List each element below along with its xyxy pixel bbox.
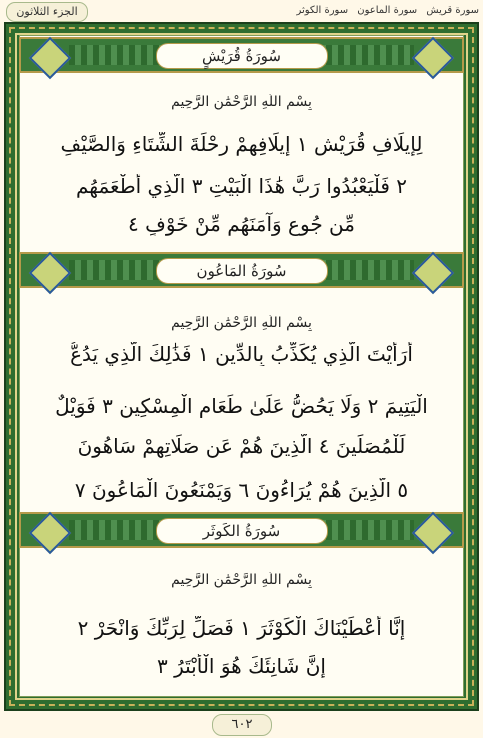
header-surah-2: سورة الماعون — [357, 5, 418, 16]
star-ornament-icon — [29, 252, 71, 294]
surah-names — [290, 1, 479, 21]
bismillah: بِسْمِ اللَّهِ الرَّحْمَٰنِ الرَّحِيمِ — [171, 315, 312, 331]
verse-line: الْيَتِيمَ ٢ وَلَا يَحُضُّ عَلَىٰ طَعَامِ الْمِسْكِينِ ٣ فَوَيْلٌ — [55, 394, 428, 418]
surah-title: سُورَةُ المَاعُون — [156, 258, 328, 284]
verse-line: مِّن جُوعٍ وَآمَنَهُم مِّنْ خَوْفٍ ٤ — [128, 212, 355, 236]
star-ornament-icon — [412, 512, 454, 554]
star-ornament-icon — [29, 512, 71, 554]
verse-line: ٥ الَّذِينَ هُمْ يُرَاءُونَ ٦ وَيَمْنَعُونَ الْمَاعُونَ ٧ — [74, 478, 409, 502]
verse-line: ٢ فَلْيَعْبُدُوا رَبَّ هَٰذَا الْبَيْتِ ٣ الَّذِي أَطْعَمَهُم — [75, 174, 408, 198]
header-surah-3: سورة الكوثر — [296, 5, 349, 16]
banner-stripe — [69, 520, 169, 540]
verse-line: إِنَّا أَعْطَيْنَاكَ الْكَوْثَرَ ١ فَصَلِّ لِرَبِّكَ وَانْحَرْ ٢ — [77, 616, 406, 640]
banner-stripe — [69, 260, 169, 280]
header-surah-1: سورة قريش — [426, 5, 479, 16]
star-ornament-icon — [412, 37, 454, 79]
banner-stripe — [314, 260, 414, 280]
page-header — [0, 0, 483, 22]
bismillah: بِسْمِ اللَّهِ الرَّحْمَٰنِ الرَّحِيمِ — [171, 94, 312, 110]
page-number: ٦٠٢ — [212, 714, 272, 736]
banner-stripe — [314, 520, 414, 540]
surah-banner-maun — [19, 252, 464, 288]
star-ornament-icon — [412, 252, 454, 294]
bismillah: بِسْمِ اللَّهِ الرَّحْمَٰنِ الرَّحِيمِ — [171, 572, 312, 588]
banner-stripe — [314, 45, 414, 65]
banner-stripe — [69, 45, 169, 65]
surah-title: سُورَةُ قُرَيْشٍ — [156, 43, 328, 69]
surah-banner-kawthar — [19, 512, 464, 548]
verse-line: إِنَّ شَانِئَكَ هُوَ الْأَبْتَرُ ٣ — [157, 654, 326, 678]
star-ornament-icon — [29, 37, 71, 79]
verse-line: لِّلْمُصَلِّينَ ٤ الَّذِينَ هُمْ عَن صَلَاتِهِمْ سَاهُونَ — [77, 434, 406, 458]
surah-title: سُورَةُ الكَوثَر — [156, 518, 328, 544]
juz-label: الجزء الثلاثون — [6, 2, 88, 22]
verse-line: أَرَأَيْتَ الَّذِي يُكَذِّبُ بِالدِّينِ ١ فَذَٰلِكَ الَّذِي يَدُعُّ — [70, 342, 413, 366]
surah-banner-quraysh — [19, 37, 464, 73]
verse-line: لِإِيلَافِ قُرَيْشٍ ١ إِيلَافِهِمْ رِحْلَةَ الشِّتَاءِ وَالصَّيْفِ — [60, 132, 423, 156]
